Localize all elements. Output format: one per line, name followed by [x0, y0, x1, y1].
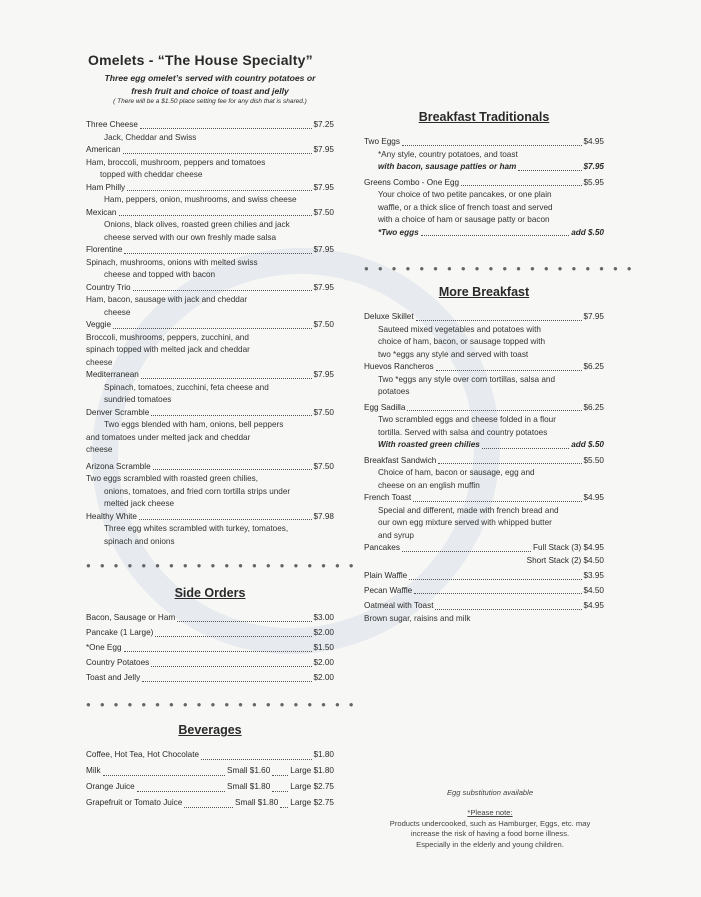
- menu-item: [364, 570, 604, 583]
- menu-item: [364, 542, 604, 567]
- item-name: Healthy White: [86, 511, 137, 521]
- item-name: Plain Waffle: [364, 571, 408, 580]
- item-name: Three Cheese: [86, 120, 138, 129]
- item-name: Milk: [86, 766, 101, 775]
- item-desc: cheese and topped with bacon: [104, 270, 216, 279]
- health-notice-line: Products undercooked, such as Hamburger, Eggs, etc. may: [389, 818, 591, 828]
- item-price-full: Full Stack (3) $4.95: [533, 543, 604, 552]
- item-price: $4.50: [583, 585, 604, 595]
- item-desc: Three egg whites scrambled with turkey, tomatoes,: [104, 524, 289, 533]
- item-name: Toast and Jelly: [86, 673, 141, 682]
- item-desc: potatoes: [378, 387, 410, 396]
- item-price: $7.95: [313, 145, 334, 154]
- item-name: Mediterranean: [86, 370, 139, 379]
- please-note-label: *Please note:: [467, 808, 513, 817]
- item-extra: *Two eggs: [378, 227, 419, 237]
- section-divider: ●●●●●●●●●●●●●●●●●●●●: [86, 561, 363, 570]
- item-price: $7.25: [313, 120, 334, 129]
- item-price-large: Large $2.75: [290, 782, 334, 791]
- health-notice-line: Especially in the elderly and young children.: [416, 839, 564, 849]
- item-name: Pecan Waffle: [364, 585, 413, 595]
- item-desc: topped with cheddar cheese: [100, 170, 203, 179]
- item-desc: Special and different, made with french bread and: [378, 505, 559, 515]
- item-price: $1.50: [313, 643, 334, 652]
- item-desc: and tomatoes under melted jack and cheddar: [86, 432, 251, 442]
- menu-item: [86, 207, 334, 245]
- item-price: $5.95: [583, 177, 604, 187]
- item-price: $7.98: [313, 511, 334, 521]
- item-price: $7.50: [313, 461, 334, 471]
- item-desc: Two eggs scrambled with roasted green chilies,: [86, 474, 259, 483]
- item-extra-price: $7.95: [583, 162, 604, 171]
- item-price-small: Small $1.60: [227, 766, 271, 775]
- item-extra: with bacon, sausage patties or ham: [378, 162, 517, 171]
- item-price: $4.95: [583, 493, 604, 502]
- menu-item: [86, 511, 334, 549]
- item-desc: Spinach, mushrooms, onions with melted swiss: [86, 257, 258, 267]
- item-desc: spinach and onions: [104, 536, 175, 546]
- menu-item: [364, 402, 604, 452]
- menu-item: [86, 369, 334, 407]
- menu-item: [364, 492, 604, 542]
- item-price: $4.95: [583, 601, 604, 610]
- menu-item: [86, 244, 334, 282]
- beverages-list: [86, 747, 334, 811]
- item-desc: cheese on an english muffin: [378, 480, 480, 490]
- item-name: Two Eggs: [364, 137, 400, 146]
- item-name: Oatmeal with Toast: [364, 601, 434, 610]
- health-notice: [345, 808, 635, 850]
- item-price: $7.95: [313, 370, 334, 379]
- item-desc: Choice of ham, bacon or sausage, egg and: [378, 468, 535, 477]
- item-desc: tortilla. Served with salsa and country potatoes: [378, 427, 548, 437]
- item-price: $3.00: [313, 613, 334, 622]
- item-price-small: Small $1.80: [227, 782, 271, 791]
- item-name: French Toast: [364, 493, 412, 502]
- item-desc: choice of ham, bacon, or sausage topped with: [378, 337, 546, 346]
- left-column: [86, 52, 363, 811]
- item-price-short: Short Stack (2) $4.50: [526, 555, 604, 565]
- item-name: Greens Combo - One Egg: [364, 177, 460, 187]
- item-price: $7.50: [313, 207, 334, 217]
- item-name: Ham Philly: [86, 182, 126, 192]
- item-desc: *Any style, country potatoes, and toast: [378, 149, 518, 159]
- menu-item: [86, 779, 334, 795]
- item-desc: with a choice of ham or sausage patty or bacon: [378, 215, 550, 224]
- item-name: Veggie: [86, 320, 112, 329]
- item-name: American: [86, 145, 121, 154]
- menu-item: [364, 455, 604, 493]
- item-price: $2.00: [313, 628, 334, 637]
- item-price-large: Large $2.75: [290, 798, 334, 807]
- item-name: Grapefruit or Tomato Juice: [86, 798, 183, 807]
- menu-item: [86, 282, 334, 320]
- item-desc: Two scrambled eggs and cheese folded in a flour: [378, 415, 556, 424]
- item-desc: cheese served with our own freshly made salsa: [104, 232, 277, 242]
- item-desc: onions, tomatoes, and fried corn tortilla strips under: [104, 486, 291, 496]
- more-breakfast-title: More Breakfast: [438, 285, 530, 299]
- item-desc: Ham, peppers, onion, mushrooms, and swiss cheese: [104, 195, 297, 204]
- item-price: $7.95: [313, 182, 334, 192]
- item-name: Country Trio: [86, 282, 131, 292]
- menu-item: [86, 407, 334, 457]
- item-desc: spinach topped with melted jack and cheddar: [86, 345, 250, 354]
- item-price: $7.95: [313, 282, 334, 292]
- item-desc: Ham, bacon, sausage with jack and cheddar: [86, 295, 248, 304]
- menu-item: [364, 585, 604, 598]
- menu-item: [86, 655, 334, 670]
- menu-item: [86, 144, 334, 182]
- omelet-list: [86, 119, 334, 548]
- item-name: Bacon, Sausage or Ham: [86, 613, 176, 622]
- item-desc: cheese: [86, 357, 113, 367]
- omelets-fee-note: ( There will be a $1.50 place setting fee for any dish that is shared.): [113, 98, 307, 105]
- item-name: Florentine: [86, 245, 123, 254]
- egg-substitution-note: Egg substitution available: [446, 788, 534, 797]
- item-desc: Ham, broccoli, mushroom, peppers and tomatoes: [86, 157, 266, 167]
- item-desc: Two eggs blended with ham, onions, bell peppers: [104, 420, 284, 429]
- menu-item: [86, 182, 334, 207]
- item-price: $2.00: [313, 658, 334, 667]
- menu-item: [86, 640, 334, 655]
- item-price: $2.00: [313, 673, 334, 682]
- side-orders-title: Side Orders: [174, 586, 246, 600]
- omelets-subtitle-1: Three egg omelet’s served with country potatoes or: [104, 73, 316, 83]
- item-name: Mexican: [86, 207, 117, 217]
- item-extra-price: add $.50: [571, 440, 604, 449]
- item-name: Pancake (1 Large): [86, 628, 154, 637]
- item-name: Huevos Rancheros: [364, 362, 434, 371]
- item-desc: Broccoli, mushrooms, peppers, zucchini, and: [86, 332, 249, 342]
- side-orders-list: [86, 610, 334, 685]
- menu-item: [86, 625, 334, 640]
- menu-item: [86, 461, 334, 511]
- item-price: $5.50: [583, 455, 604, 465]
- item-price-large: Large $1.80: [290, 766, 334, 775]
- item-price: $6.25: [583, 362, 604, 371]
- breakfast-traditionals-title: Breakfast Traditionals: [418, 110, 550, 124]
- item-desc: Jack, Cheddar and Swiss: [104, 132, 197, 142]
- item-price-small: Small $1.80: [235, 798, 279, 807]
- item-name: Egg Sadilla: [364, 402, 406, 412]
- item-price: $1.80: [313, 750, 334, 759]
- item-price: $3.95: [583, 571, 604, 580]
- menu-item: [364, 136, 604, 174]
- item-price: $7.95: [313, 245, 334, 254]
- item-desc: Sauteed mixed vegetables and potatoes with: [378, 324, 541, 334]
- item-desc: and syrup: [378, 530, 414, 540]
- item-name: Orange Juice: [86, 782, 135, 791]
- menu-item: [364, 361, 604, 399]
- menu-item: [364, 177, 604, 240]
- menu-item: [86, 319, 334, 369]
- menu-item: [364, 311, 604, 361]
- item-desc: Your choice of two petite pancakes, or one plain: [378, 190, 552, 199]
- item-price: $4.95: [583, 137, 604, 146]
- item-name: Arizona Scramble: [86, 461, 151, 471]
- beverages-title: Beverages: [178, 723, 242, 737]
- omelets-subtitle-2: fresh fruit and choice of toast and jelly: [131, 85, 289, 96]
- item-desc: waffle, or a thick slice of french toast and served: [378, 202, 553, 212]
- section-divider: ●●●●●●●●●●●●●●●●●●●●: [364, 264, 641, 273]
- menu-item: [86, 747, 334, 763]
- menu-item: [86, 610, 334, 625]
- item-price: $6.25: [583, 402, 604, 412]
- section-divider: ●●●●●●●●●●●●●●●●●●●●: [86, 700, 363, 709]
- health-notice-line: increase the risk of having a food borne illness.: [410, 829, 570, 838]
- item-desc: Spinach, tomatoes, zucchini, feta cheese and: [104, 382, 269, 392]
- item-desc: our own egg mixture served with whipped butter: [378, 518, 552, 527]
- item-name: Coffee, Hot Tea, Hot Chocolate: [86, 750, 200, 759]
- item-name: Deluxe Skillet: [364, 312, 414, 321]
- item-name: Pancakes: [364, 543, 400, 552]
- item-desc: Two *eggs any style over corn tortillas, salsa and: [378, 374, 556, 384]
- item-name: Breakfast Sandwich: [364, 455, 437, 465]
- item-extra: With roasted green chilies: [378, 440, 480, 449]
- menu-item: [86, 119, 334, 144]
- item-desc: melted jack cheese: [104, 499, 175, 508]
- menu-item: [86, 763, 334, 779]
- item-price: $7.50: [313, 407, 334, 417]
- item-desc: cheese: [86, 445, 113, 454]
- menu-item: [364, 600, 604, 625]
- item-name: Country Potatoes: [86, 658, 150, 667]
- item-extra-price: add $.50: [571, 227, 604, 237]
- item-desc: Brown sugar, raisins and milk: [364, 613, 471, 623]
- menu-item: [86, 795, 334, 811]
- item-name: *One Egg: [86, 643, 122, 652]
- item-desc: two *eggs any style and served with toast: [378, 349, 529, 359]
- omelets-title: Omelets - “The House Specialty”: [88, 52, 313, 68]
- right-column: [364, 110, 641, 625]
- menu-item: [86, 670, 334, 685]
- item-price: $7.50: [313, 320, 334, 329]
- item-price: $7.95: [583, 312, 604, 321]
- item-desc: Onions, black olives, roasted green chilies and jack: [104, 220, 290, 229]
- item-name: Denver Scramble: [86, 407, 150, 417]
- item-desc: cheese: [104, 307, 131, 317]
- item-desc: sundried tomatoes: [104, 395, 172, 404]
